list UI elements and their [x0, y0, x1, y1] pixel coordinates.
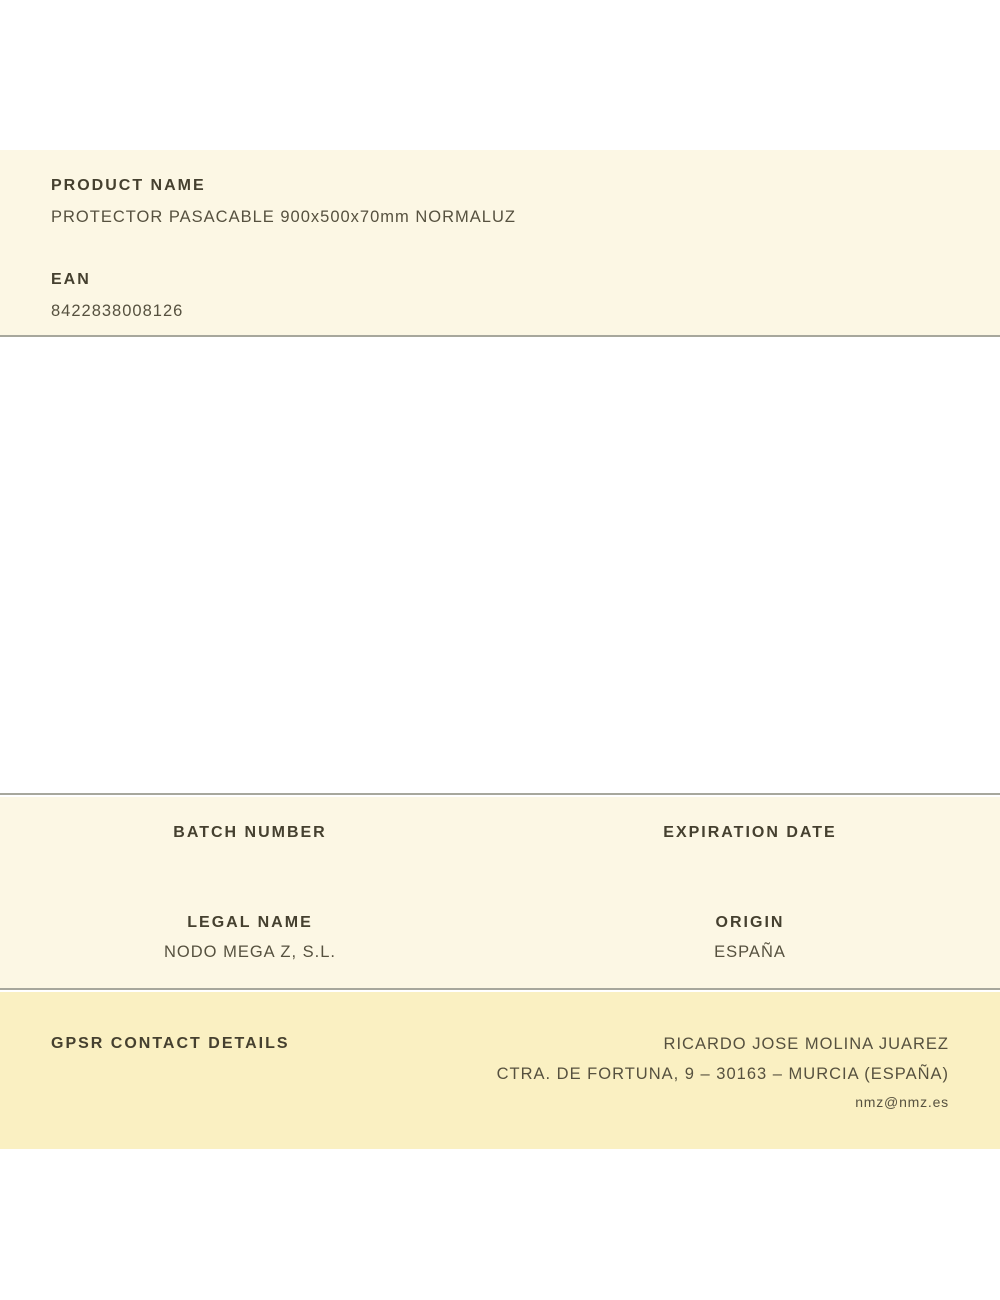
gpsr-contact-section [0, 992, 1000, 1149]
product-info-section [0, 150, 1000, 337]
origin-value: ESPAÑA [714, 943, 786, 961]
ean-value: 8422838008126 [51, 302, 184, 320]
contact-address: CTRA. DE FORTUNA, 9 – 30163 – MURCIA (ESPAÑA) [496, 1064, 949, 1083]
contact-email: nmz@nmz.es [855, 1094, 949, 1110]
batch-number-label: BATCH NUMBER [173, 824, 327, 841]
expiration-date-label: EXPIRATION DATE [663, 824, 837, 841]
legal-name-label: LEGAL NAME [187, 914, 313, 931]
product-name-value: PROTECTOR PASACABLE 900x500x70mm NORMALUZ [51, 208, 516, 226]
gpsr-contact-details-label: GPSR CONTACT DETAILS [51, 1035, 290, 1052]
gpsr-contact-block [497, 1035, 949, 1110]
legal-name-value: NODO MEGA Z, S.L. [164, 943, 336, 961]
contact-name: RICARDO JOSE MOLINA JUAREZ [663, 1035, 949, 1053]
batch-legal-section [0, 797, 1000, 990]
origin-label: ORIGIN [715, 914, 785, 931]
product-name-label: PRODUCT NAME [51, 177, 206, 194]
blank-middle-area [0, 337, 1000, 795]
ean-label: EAN [51, 271, 91, 288]
